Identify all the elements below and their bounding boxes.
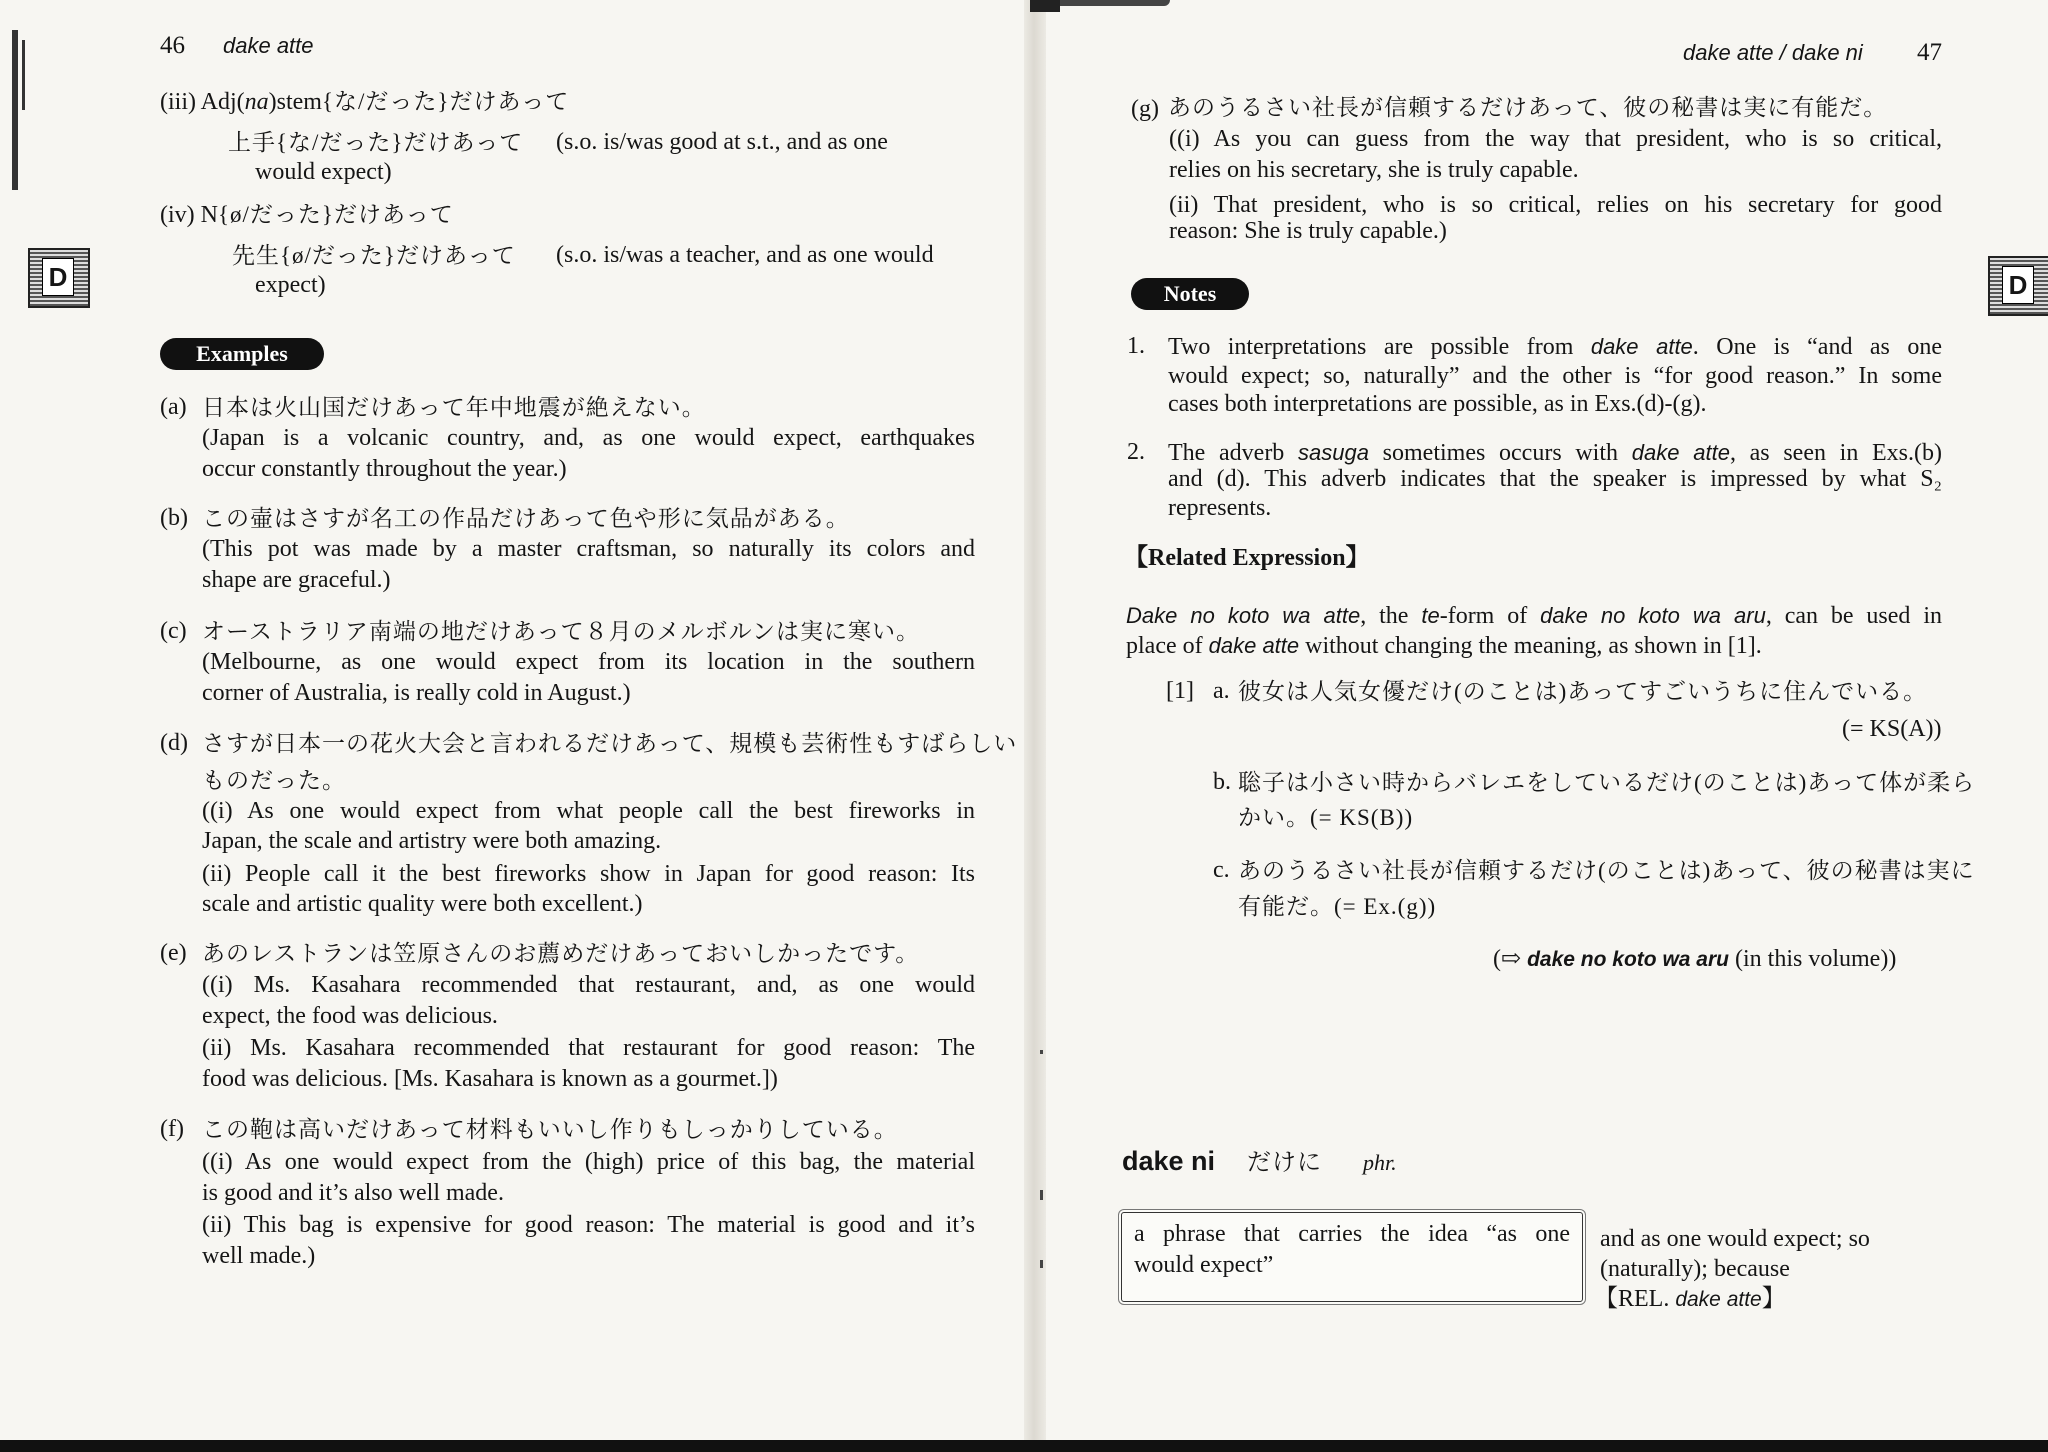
margin-speck (1040, 1190, 1043, 1200)
form-iv-heading: (iv) N{ø/だった}だけあって (160, 202, 454, 228)
example-jp: あのうるさい社長が信頼するだけあって、彼の秘書は実に有能だ。 (1168, 95, 1888, 120)
example-en: is good and it’s also well made. (202, 1180, 504, 1206)
related-item-b-label: b. (1213, 769, 1231, 795)
entry-headword: dake ni (1122, 1146, 1216, 1176)
related-text-line: place of dake atte without changing the meaning, as shown in [1]. (1126, 633, 1762, 659)
example-en: ((i) As you can guess from the way that president, who is so critical, (1169, 126, 1942, 152)
cross-reference: (⇨ dake no koto wa aru (in this volume)) (1493, 946, 1897, 972)
page-number-right: 47 (1917, 39, 1942, 66)
related-text-line: Dake no koto wa atte, the te-form of dake no koto wa aru, can be used in (1126, 603, 1942, 629)
note-line: would expect; so, naturally” and the other is “for good reason.” In some (1168, 363, 1942, 389)
example-jp: さすが日本一の花火大会と言われるだけあって、規模も芸術性もすばらしい (202, 731, 1018, 756)
example-en: (ii) Ms. Kasahara recommended that restaurant for good reason: The (202, 1035, 975, 1061)
example-jp: この壷はさすが名工の作品だけあって色や形に気品がある。 (202, 506, 850, 531)
example-label: (d) (160, 730, 188, 756)
example-en: relies on his secretary, she is truly capable. (1169, 157, 1579, 183)
example-label: (b) (160, 505, 188, 531)
example-en: (ii) This bag is expensive for good reason: The material is good and it’s (202, 1212, 975, 1238)
gutter-top-smudge (1060, 0, 1170, 6)
left-edge-mark (12, 30, 18, 190)
note-line: represents. (1168, 495, 1272, 521)
definition-line: would expect” (1134, 1252, 1274, 1278)
form-iii-example-en: (s.o. is/was good at s.t., and as one (556, 129, 888, 155)
example-en: (Japan is a volcanic country, and, as one would expect, earthquakes (202, 425, 975, 451)
example-label: (c) (160, 618, 187, 644)
related-item-c-jp-2: 有能だ。(= Ex.(g)) (1238, 894, 1437, 919)
related-bracket: [1] (1166, 678, 1194, 704)
related-item-c-jp: あのうるさい社長が信頼するだけ(のことは)あって、彼の秘書は実に (1238, 858, 1975, 883)
form-iii-example-jp: 上手{な/だった}だけあって (228, 130, 524, 155)
example-en: scale and artistic quality were both excellent.) (202, 891, 643, 917)
example-label: (e) (160, 940, 187, 966)
example-en: (This pot was made by a master craftsman, so naturally its colors and (202, 536, 975, 562)
definition-line: a phrase that carries the idea “as one (1134, 1221, 1570, 1247)
form-iii-example-en-2: would expect) (255, 159, 392, 185)
example-en: shape are graceful.) (202, 567, 391, 593)
related-item-a-ref: (= KS(A)) (1842, 716, 1942, 742)
related-item-b-jp-2: かい。(= KS(B)) (1238, 805, 1414, 830)
example-label: (a) (160, 394, 187, 420)
entry-headword-jp: だけに (1247, 1150, 1322, 1176)
book-gutter (1024, 0, 1046, 1452)
related-expression-heading: 【Related Expression】 (1124, 545, 1370, 571)
example-label: (g) (1131, 96, 1159, 122)
example-en: (ii) That president, who is so critical, relies on his secretary for good (1169, 192, 1942, 218)
example-en: (ii) People call it the best fireworks show in Japan for good reason: Its (202, 861, 975, 887)
related-item-c-label: c. (1213, 857, 1230, 883)
example-en: ((i) As one would expect from what people call the best fireworks in (202, 798, 975, 824)
definition-box (1121, 1212, 1583, 1302)
example-en: ((i) As one would expect from the (high) price of this bag, the material (202, 1149, 975, 1175)
form-iii-heading: (iii) Adj(na)stem{な/だった}だけあって (160, 89, 570, 115)
related-item-a-label: a. (1213, 678, 1230, 704)
note-line: cases both interpretations are possible, as in Exs.(d)-(g). (1168, 391, 1707, 417)
note-number: 2. (1127, 439, 1145, 465)
note-number: 1. (1127, 333, 1145, 359)
form-iv-example-jp: 先生{ø/だった}だけあって (232, 243, 516, 268)
running-head-left: dake atte (223, 33, 314, 58)
thumb-tab-letter: D (2002, 266, 2034, 304)
running-head-right: dake atte / dake ni (1683, 40, 1863, 65)
example-jp: 日本は火山国だけあって年中地震が絶えない。 (202, 395, 706, 420)
related-item-a-jp: 彼女は人気女優だけ(のことは)あってすごいうちに住んでいる。 (1238, 679, 1928, 704)
example-en: Japan, the scale and artistry were both amazing. (202, 828, 662, 854)
examples-label: Examples (160, 338, 324, 370)
entry-related: 【REL. dake atte】 (1594, 1286, 1786, 1312)
example-en: expect, the food was delicious. (202, 1003, 498, 1029)
example-en: ((i) Ms. Kasahara recommended that restaurant, and, as one would (202, 972, 975, 998)
scan-bottom-edge (0, 1440, 2048, 1452)
example-jp: オーストラリア南端の地だけあって８月のメルボルンは実に寒い。 (202, 619, 921, 644)
note-line (1168, 331, 1942, 363)
example-en: food was delicious. [Ms. Kasahara is known as a gourmet.]) (202, 1066, 778, 1092)
entry-gloss-line: (naturally); because (1600, 1256, 1790, 1282)
form-iv-example-en: (s.o. is/was a teacher, and as one would (556, 242, 934, 268)
notes-label: Notes (1131, 278, 1249, 310)
related-item-b-jp: 聡子は小さい時からバレエをしているだけ(のことは)あって体が柔ら (1238, 770, 1976, 795)
left-edge-mark-2 (22, 40, 25, 110)
thumb-tab-left (28, 248, 90, 308)
note-line: and (d). This adverb indicates that the speaker is impressed by what S₂ (1168, 466, 1942, 492)
entry-part-of-speech: phr. (1363, 1150, 1397, 1175)
example-en: corner of Australia, is really cold in August.) (202, 680, 631, 706)
entry-gloss-line: and as one would expect; so (1600, 1226, 1870, 1252)
example-jp: ものだった。 (202, 768, 346, 793)
example-en: occur constantly throughout the year.) (202, 456, 567, 482)
form-iv-example-en-2: expect) (255, 272, 326, 298)
note-line-text: The adverb sasuga sometimes occurs with dake atte, as seen in Exs.(b) (1168, 440, 1943, 466)
gutter-top-mark (1030, 0, 1060, 12)
example-en: well made.) (202, 1243, 316, 1269)
margin-speck (1040, 1050, 1043, 1054)
example-label: (f) (160, 1116, 184, 1142)
example-en: reason: She is truly capable.) (1169, 218, 1447, 244)
thumb-tab-letter: D (42, 258, 74, 296)
margin-speck (1040, 1260, 1043, 1268)
example-jp: あのレストランは笠原さんのお薦めだけあっておいしかったです。 (202, 941, 920, 966)
thumb-tab-right (1988, 256, 2048, 316)
note-line-text: Two interpretations are possible from dake atte. One is “and as one (1168, 334, 1942, 360)
page-number-left: 46 (160, 32, 185, 59)
example-en: (Melbourne, as one would expect from its location in the southern (202, 649, 975, 675)
example-jp: この鞄は高いだけあって材料もいいし作りもしっかりしている。 (202, 1117, 898, 1142)
